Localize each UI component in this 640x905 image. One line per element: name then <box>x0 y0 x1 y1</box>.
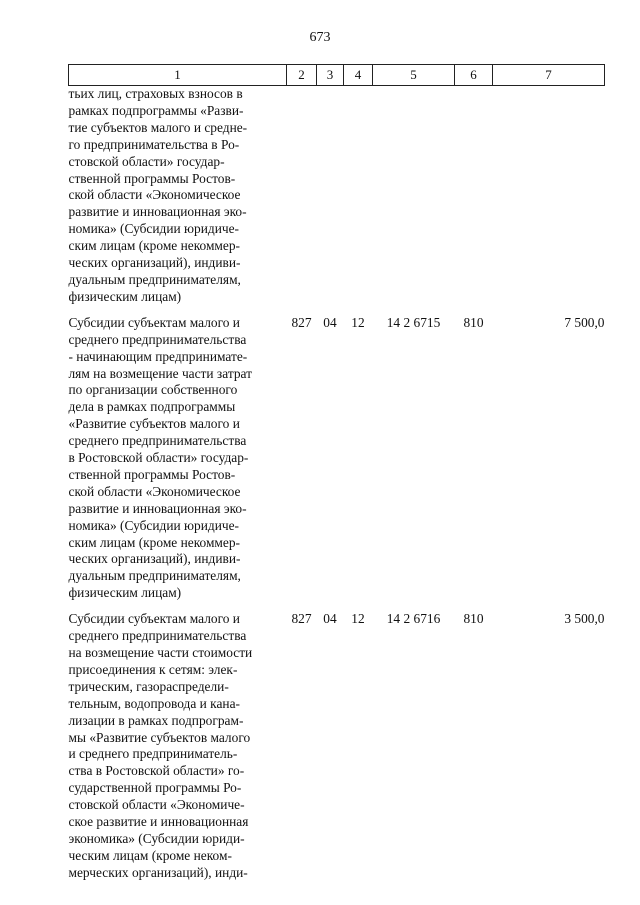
table-row <box>69 306 605 602</box>
description-line: экономика» (Субсидии юриди- <box>68 830 245 846</box>
description-line: ским лицам (кроме некоммер- <box>68 534 241 550</box>
description-line: среднего предпринимательства <box>68 433 247 449</box>
ministry-code: 827 <box>291 611 312 627</box>
expense-type-code <box>455 86 493 306</box>
subsection-code <box>344 86 373 306</box>
description-line: ческих организаций), индиви- <box>68 551 241 567</box>
amount-value: 7 500,0 <box>564 314 605 330</box>
description-line: «Развитие субъектов малого и <box>68 416 240 432</box>
row-description <box>69 306 287 602</box>
description-line: развитие и инновационная эко- <box>68 204 247 220</box>
description-line: ческим лицам (кроме неком- <box>68 847 232 863</box>
table-row <box>69 602 605 882</box>
description-line: Субсидии субъектам малого и <box>68 611 240 627</box>
description-line: ственной программы Ростов- <box>68 466 236 482</box>
description-line: по организации собственного <box>68 382 238 398</box>
description-line: сударственной программы Ро- <box>68 780 242 796</box>
header-row <box>69 65 605 86</box>
section-code <box>317 86 344 306</box>
description-line: мерческих организаций), инди- <box>68 864 248 880</box>
subsection-code: 12 <box>351 611 365 627</box>
description-line: номика» (Субсидии юридиче- <box>68 221 240 237</box>
header-col-7: 7 <box>493 65 605 86</box>
description-line: трическим, газораспредели- <box>68 678 229 694</box>
expense-type-code: 810 <box>463 314 484 330</box>
description-line: ской области «Экономическое <box>68 187 241 203</box>
description-line: присоединения к сетям: элек- <box>68 661 238 677</box>
row-description <box>69 86 287 306</box>
description-line: номика» (Субсидии юридиче- <box>68 517 240 533</box>
description-line: дуальным предпринимателям, <box>68 271 241 287</box>
description-line: лям на возмещение части затрат <box>68 365 252 381</box>
description-line: дуальным предпринимателям, <box>68 568 241 584</box>
description-line: ским лицам (кроме некоммер- <box>68 238 241 254</box>
description-line: ской области «Экономическое <box>68 483 241 499</box>
description-line: тельным, водопровода и кана- <box>68 695 240 711</box>
page-number: 673 <box>309 30 331 45</box>
description-line: физическим лицам) <box>68 288 182 304</box>
table-row <box>69 86 605 306</box>
amount-value: 3 500,0 <box>564 611 605 627</box>
description-line: в Ростовской области» государ- <box>68 450 249 466</box>
description-line: ства в Ростовской области» го- <box>68 763 245 779</box>
description-line: на возмещение части стоимости <box>68 645 253 660</box>
description-line: физическим лицам) <box>68 585 182 601</box>
description-line: лизации в рамках подпрограм- <box>68 712 244 728</box>
target-article-code: 14 2 6715 <box>386 314 441 330</box>
description-line: среднего предпринимательства <box>68 331 247 347</box>
header-col-5: 5 <box>373 65 455 86</box>
ministry-code <box>287 86 317 306</box>
description-line: стовской области «Экономиче- <box>68 797 245 813</box>
header-col-2: 2 <box>287 65 317 86</box>
header-col-1: 1 <box>69 65 287 86</box>
description-line: рамках подпрограммы «Разви- <box>68 102 244 118</box>
header-col-6: 6 <box>455 65 493 86</box>
description-line: мы «Развитие субъектов малого <box>68 729 251 745</box>
description-line: ческих организаций), индиви- <box>68 255 241 271</box>
description-line: ственной программы Ростов- <box>68 170 236 186</box>
section-code: 04 <box>323 611 337 627</box>
target-article-code: 14 2 6716 <box>386 611 441 627</box>
description-line: стовской области» государ- <box>68 153 225 169</box>
amount-value <box>493 86 605 306</box>
description-line: го предпринимательства в Ро- <box>68 136 240 152</box>
description-line: дела в рамках подпрограммы <box>68 399 236 415</box>
description-line: ское развитие и инновационная <box>68 814 249 830</box>
target-article-code <box>373 86 455 306</box>
description-line: Субсидии субъектам малого и <box>68 314 240 330</box>
description-line: и среднего предприниматель- <box>68 746 238 762</box>
section-code: 04 <box>323 314 337 330</box>
description-line: среднего предпринимательства <box>68 628 247 644</box>
description-line: - начинающим предпринимате- <box>68 348 248 364</box>
description-line: тие субъектов малого и средне- <box>68 119 248 135</box>
expense-type-code: 810 <box>463 611 484 627</box>
header-col-4: 4 <box>344 65 373 86</box>
row-description <box>69 602 287 882</box>
description-line: тьих лиц, страховых взносов в <box>68 86 243 101</box>
description-line: развитие и инновационная эко- <box>68 500 247 516</box>
header-col-3: 3 <box>317 65 344 86</box>
ministry-code: 827 <box>291 314 312 330</box>
budget-table <box>68 64 605 882</box>
subsection-code: 12 <box>351 314 365 330</box>
